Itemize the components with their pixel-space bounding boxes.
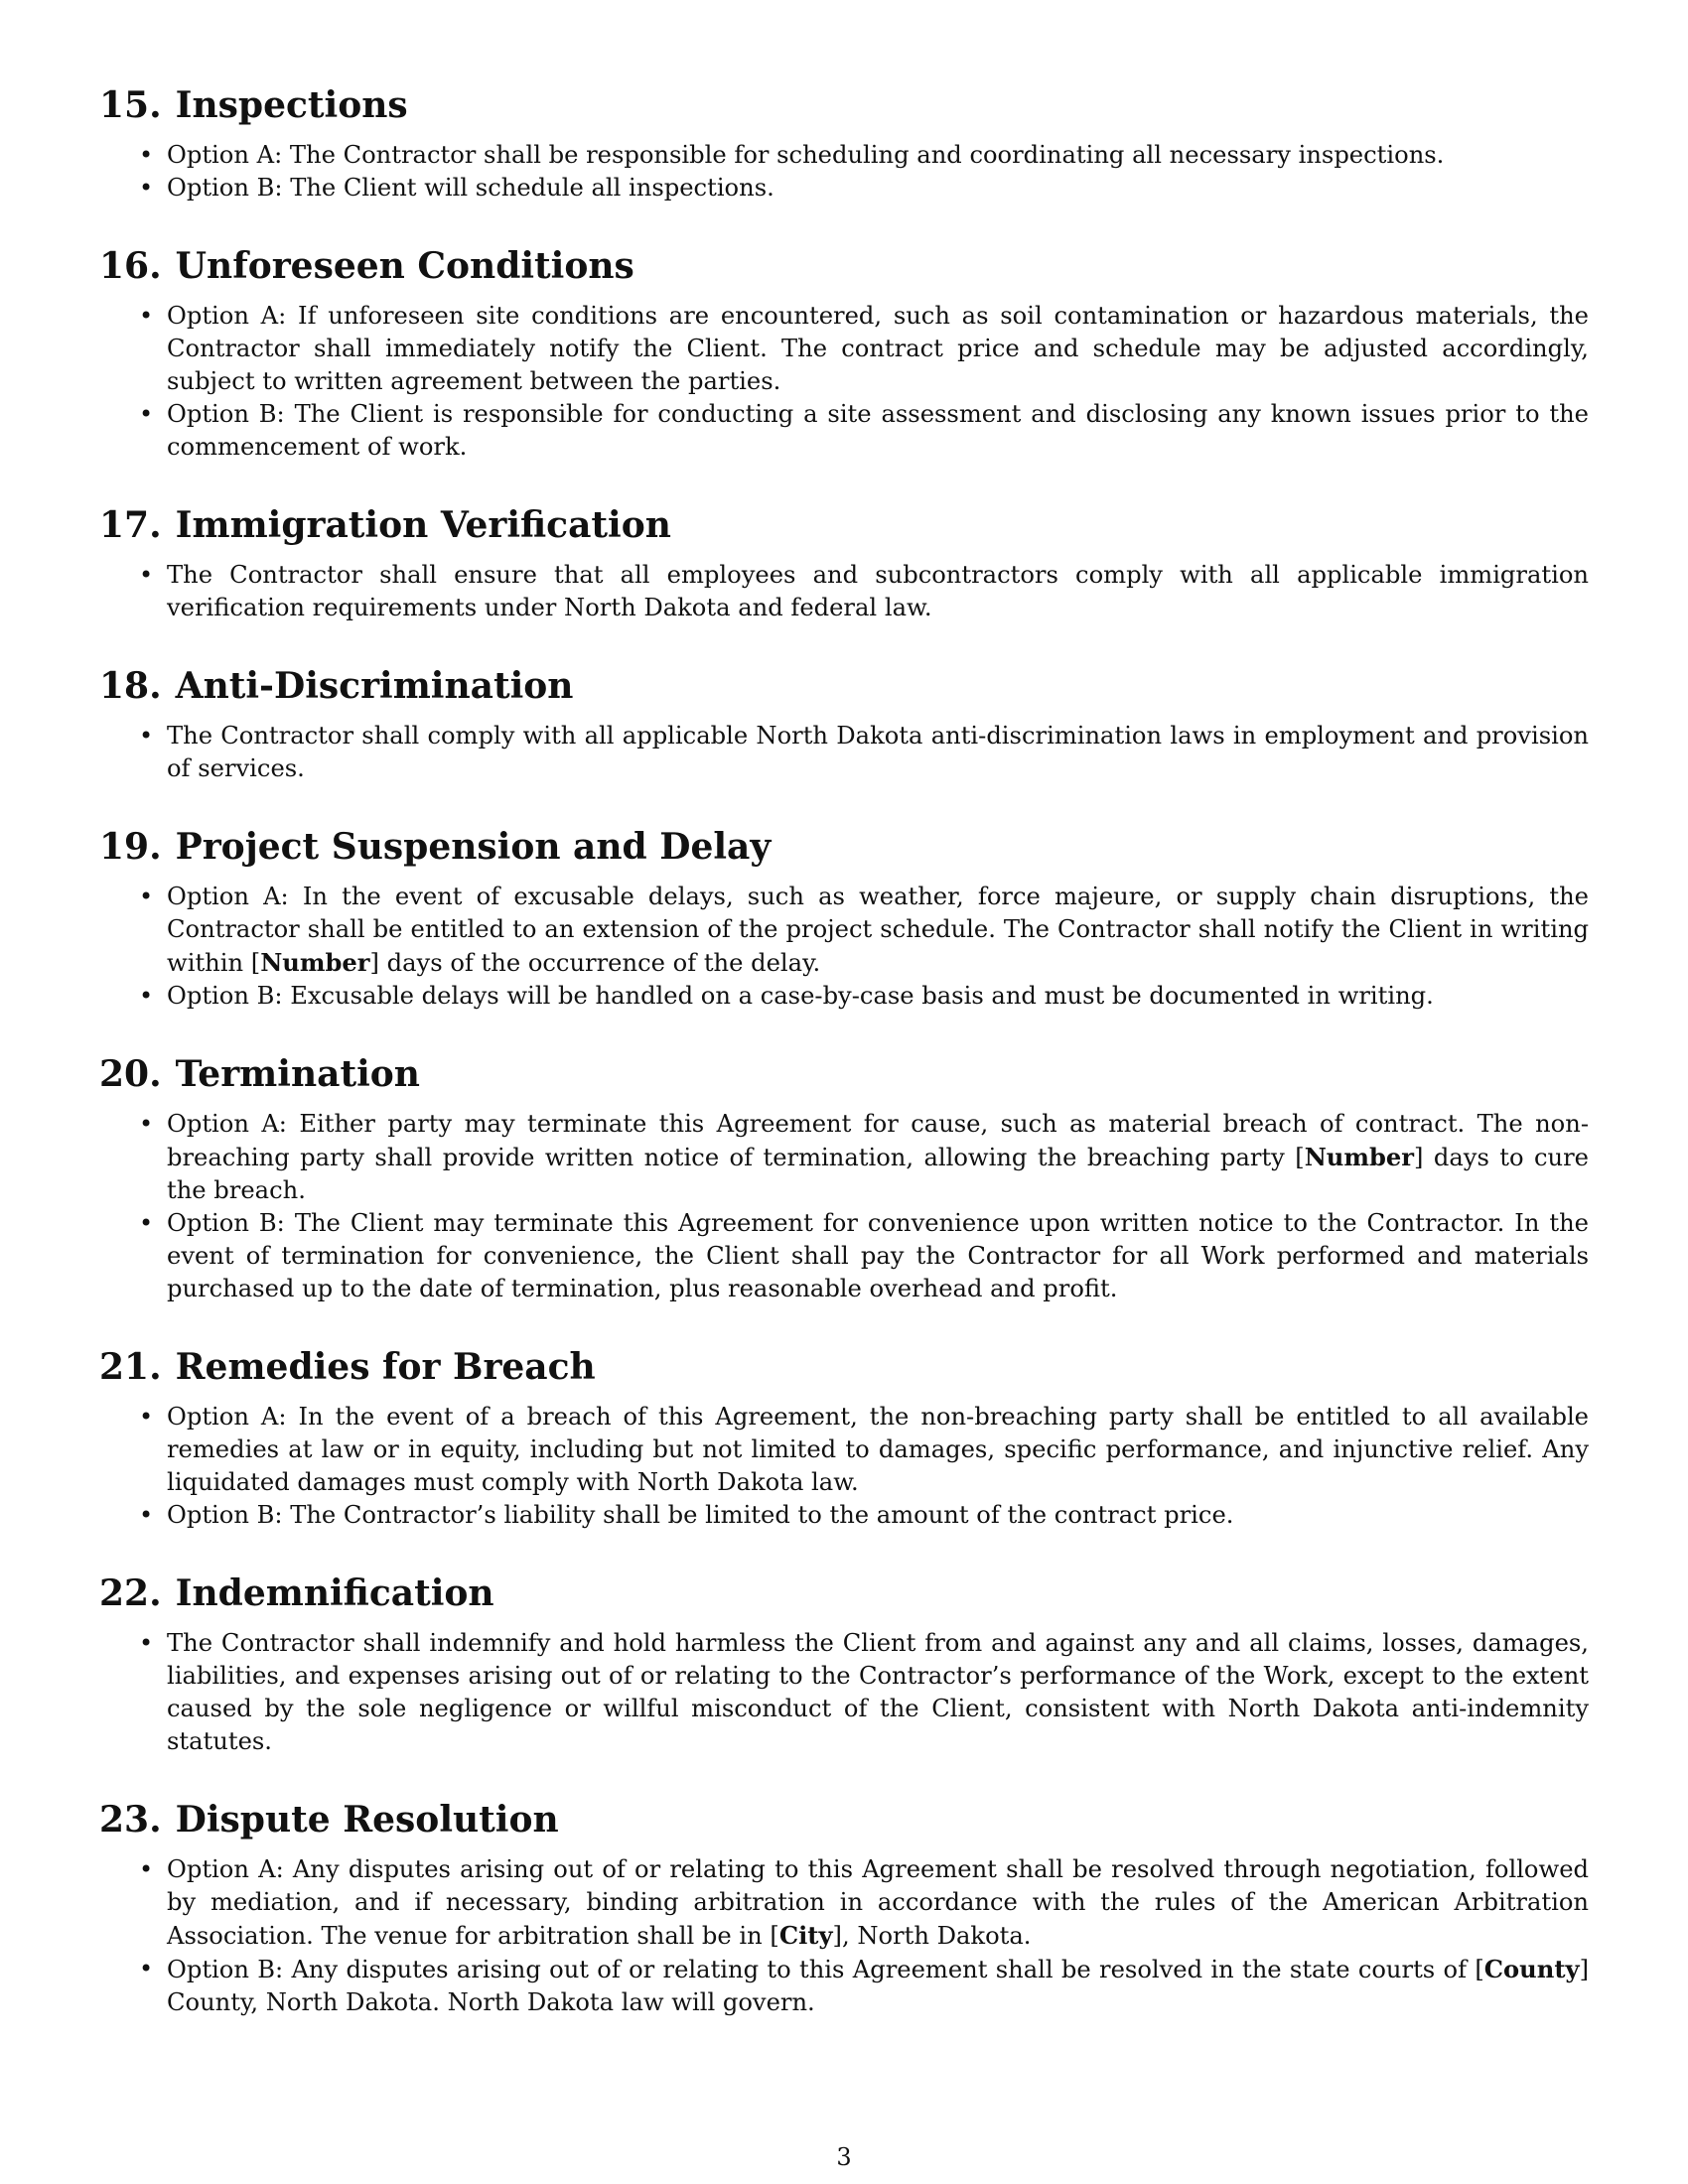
list-item: • The Contractor shall indemnify and hold harmless the Client from and against any and all claims, losses, damages, liabilities, and expenses arising out of or relating to the Contractor’s performance of the Work, except to the extent caused by the sole negligence or willful misconduct of the Client, consistent with North Dakota anti-indemnity statutes. [99,1627,1589,1758]
section-number: 22. [99,1572,162,1614]
section-17 [99,503,1589,624]
placeholder-field: Number [1304,1143,1415,1171]
section-heading [99,664,1589,708]
section-item-list [99,1853,1589,2019]
placeholder-field: City [778,1921,833,1950]
section-heading [99,1345,1589,1389]
section-title: Inspections [175,84,408,126]
list-item: • The Contractor shall comply with all applicable North Dakota anti-discrimination laws in employment and provision of services. [99,720,1589,785]
section-title: Project Suspension and Delay [175,826,772,868]
section-heading [99,244,1589,288]
list-item: • Option A: In the event of a breach of this Agreement, the non-breaching party shall be entitled to all available remedies at law or in equity, including but not limited to damages, specific performance, and injunctive relief. Any liquidated damages must comply with North Dakota law. [99,1401,1589,1499]
section-22 [99,1571,1589,1758]
list-item: • Option A: Either party may terminate this Agreement for cause, such as material breach of contract. The non-breaching party shall provide written notice of termination, allowing the breaching party [Number] days to cure the breach. [99,1108,1589,1207]
document-page [99,83,1589,2059]
section-number: 15. [99,84,162,126]
section-title: Immigration Verification [175,504,671,546]
section-item-list [99,559,1589,624]
section-title: Unforeseen Conditions [175,245,634,287]
section-19 [99,825,1589,1013]
section-18 [99,664,1589,785]
section-title: Indemnification [175,1572,494,1614]
list-item: • The Contractor shall ensure that all employees and subcontractors comply with all applicable immigration verification requirements under North Dakota and federal law. [99,559,1589,624]
list-item: • Option B: Any disputes arising out of or relating to this Agreement shall be resolved in the state courts of [County] County, North Dakota. North Dakota law will govern. [99,1953,1589,2019]
placeholder-field: County [1483,1955,1580,1983]
section-item-list [99,1627,1589,1758]
section-number: 19. [99,826,162,868]
section-number: 23. [99,1799,162,1841]
section-title: Remedies for Breach [175,1346,596,1388]
sections-container [99,83,1589,2019]
section-number: 18. [99,665,162,707]
section-title: Termination [175,1053,420,1095]
section-heading [99,83,1589,127]
section-number: 21. [99,1346,162,1388]
section-20 [99,1052,1589,1305]
section-heading [99,1052,1589,1096]
section-heading [99,1798,1589,1842]
list-item: • Option A: Any disputes arising out of or relating to this Agreement shall be resolved through negotiation, followed by mediation, and if necessary, binding arbitration in accordance with the rules of the American Arbitration Association. The venue for arbitration shall be in [City], North Dakota. [99,1853,1589,1953]
list-item: • Option B: The Client may terminate this Agreement for convenience upon written notice to the Contractor. In the event of termination for convenience, the Client shall pay the Contractor for all Work performed and materials purchased up to the date of termination, plus reasonable overhead and profit. [99,1207,1589,1305]
section-title: Dispute Resolution [175,1799,559,1841]
section-item-list [99,1108,1589,1305]
list-item: • Option A: In the event of excusable delays, such as weather, force majeure, or supply chain disruptions, the Contractor shall be entitled to an extension of the project schedule. The Contractor shall notify the Client in writing within [Number] days of the occurrence of the delay. [99,881,1589,980]
page-number: 3 [836,2143,852,2171]
section-number: 20. [99,1053,162,1095]
list-item: • Option B: The Client will schedule all inspections. [99,172,1589,205]
section-heading [99,503,1589,547]
section-item-list [99,881,1589,1013]
list-item: • Option A: If unforeseen site conditions are encountered, such as soil contamination or hazardous materials, the Contractor shall immediately notify the Client. The contract price and schedule may be adjusted accordingly, subject to written agreement between the parties. [99,300,1589,398]
section-item-list [99,300,1589,464]
list-item: • Option A: The Contractor shall be responsible for scheduling and coordinating all necessary inspections. [99,139,1589,172]
list-item: • Option B: Excusable delays will be handled on a case-by-case basis and must be documented in writing. [99,980,1589,1013]
section-title: Anti-Discrimination [175,665,574,707]
section-number: 17. [99,504,162,546]
section-heading [99,1571,1589,1615]
section-item-list [99,139,1589,205]
section-15 [99,83,1589,205]
section-heading [99,825,1589,869]
placeholder-field: Number [260,948,370,977]
list-item: • Option B: The Contractor’s liability shall be limited to the amount of the contract price. [99,1499,1589,1532]
section-21 [99,1345,1589,1532]
section-23 [99,1798,1589,2019]
list-item: • Option B: The Client is responsible for conducting a site assessment and disclosing any known issues prior to the commencement of work. [99,398,1589,464]
section-item-list [99,720,1589,785]
section-item-list [99,1401,1589,1532]
section-16 [99,244,1589,464]
section-number: 16. [99,245,162,287]
